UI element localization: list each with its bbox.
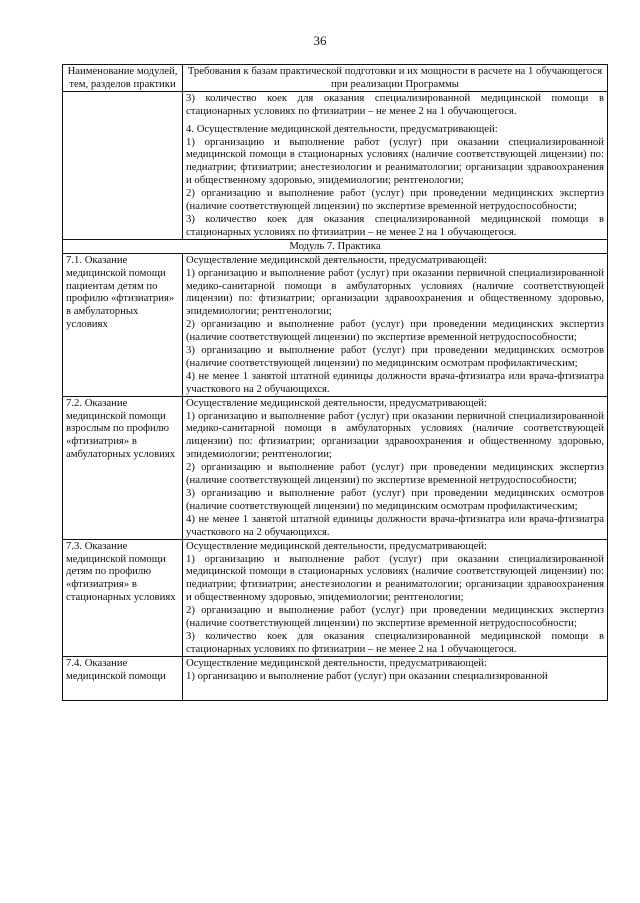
header-requirements: Требования к базам практической подготовки и их мощности в расчете на 1 обучающегося при реализации Программы	[183, 65, 608, 92]
requirement-paragraph: 3) количество коек для оказания специализированной медицинской помощи в стационарных условиях по фтизиатрии – не менее 2 на 1 обучающегося.	[186, 629, 604, 655]
requirement-paragraph: 4) не менее 1 занятой штатной единицы должности врача-фтизиатра или врача-фтизиатра участкового на 2 обучающихся.	[186, 512, 604, 538]
requirement-paragraph: 4) не менее 1 занятой штатной единицы должности врача-фтизиатра или врача-фтизиатра участкового на 2 обучающихся.	[186, 369, 604, 395]
table-row	[63, 396, 608, 539]
header-module-names: Наименование модулей, тем, разделов практики	[63, 65, 183, 92]
requirements-clip	[186, 657, 604, 687]
practice-requirements-cell	[183, 656, 608, 700]
module-title-row	[63, 239, 608, 253]
requirement-paragraph: 2) организацию и выполнение работ (услуг) при проведении медицинских экспертиз (наличие соответствующей лицензии) по экспертизе временной нетрудоспособности;	[186, 318, 604, 344]
requirement-paragraph: 2) организацию и выполнение работ (услуг) при проведении медицинских экспертиз (наличие соответствующей лицензии) по экспертизе временной нетрудоспособности;	[186, 461, 604, 487]
requirement-paragraph: 3) организацию и выполнение работ (услуг) при проведении медицинских осмотров (наличие соответствующей лицензии) по медицинским осмотрам профилактическим;	[186, 344, 604, 369]
requirement-paragraph: 2) организацию и выполнение работ (услуг) при проведении медицинских экспертиз (наличие соответствующей лицензии) по экспертизе временной нетрудоспособности;	[186, 187, 604, 213]
module-title: Модуль 7. Практика	[63, 239, 608, 253]
practice-name-cell: 7.1. Оказание медицинской помощи пациентам детям по профилю «фтизиатрия» в амбулаторных условиях	[63, 253, 183, 396]
table-row-continued	[63, 91, 608, 239]
page-number: 36	[313, 33, 327, 48]
requirement-paragraph: Осуществление медицинской деятельности, предусматривающей:	[186, 396, 487, 409]
requirement-paragraph: 3) организацию и выполнение работ (услуг) при проведении медицинских осмотров (наличие соответствующей лицензии) по медицинским осмотрам профилактическим;	[186, 487, 604, 512]
practice-requirements-cell	[183, 253, 608, 396]
table-row	[63, 656, 608, 700]
continued-requirements-cell	[183, 91, 608, 239]
table-header-row	[63, 65, 608, 92]
table-row	[63, 253, 608, 396]
practice-requirements-cell	[183, 396, 608, 539]
practice-name-cell: 7.2. Оказание медицинской помощи взрослым по профилю «фтизиатрия» в амбулаторных условиях	[63, 396, 183, 539]
requirement-paragraph: 4. Осуществление медицинской деятельности, предусматривающей:	[186, 122, 498, 135]
requirement-paragraph: 3) количество коек для оказания специализированной медицинской помощи в стационарных условиях по фтизиатрии – не менее 2 на 1 обучающегося.	[186, 212, 604, 238]
requirement-paragraph: 1) организацию и выполнение работ (услуг) при оказании специализированной медицинской помощи в стационарных условиях (наличие соответствующей лицензии) по: педиатрии; фтизиатрии; анестезиологии и реаниматологии; организации здравоохранения и общественному здоровью, эпидемиологии; рентгенологии;	[186, 135, 604, 187]
requirement-paragraph: 1) организацию и выполнение работ (услуг) при оказании первичной специализированной медико-санитарной помощи в амбулаторных условиях (наличие соответствующей лицензии) по: фтизиатрии; организации здравоохранения и общественному здоровью, эпидемиологии; рентгенологии;	[186, 409, 604, 461]
requirement-paragraph: 3) количество коек для оказания специализированной медицинской помощи в стационарных условиях по фтизиатрии – не менее 2 на 1 обучающегося.	[186, 91, 604, 117]
practice-name-cell	[63, 656, 183, 700]
practice-requirements-cell	[183, 539, 608, 656]
requirement-paragraph: Осуществление медицинской деятельности, предусматривающей:	[186, 253, 487, 266]
requirement-paragraph: 1) организацию и выполнение работ (услуг) при оказании специализированной медицинской помощи в стационарных условиях (наличие соответствующей лицензии) по: педиатрии; фтизиатрии; анестезиологии и реаниматологии; организации здравоохранения и общественному здоровью, эпидемиологии; рентгенологии;	[186, 552, 604, 604]
requirement-paragraph: 1) организацию и выполнение работ (услуг) при оказании первичной специализированной медико-санитарной помощи в амбулаторных условиях (наличие соответствующей лицензии) по: фтизиатрии; организации здравоохранения и общественному здоровью, эпидемиологии; рентгенологии;	[186, 266, 604, 318]
requirement-paragraph: Осуществление медицинской деятельности, предусматривающей:	[186, 656, 487, 669]
requirement-paragraph: Осуществление медицинской деятельности, предусматривающей:	[186, 539, 487, 552]
practice-name-text: 7.4. Оказание медицинской помощи	[66, 656, 166, 682]
requirements-table	[62, 64, 608, 701]
table-row	[63, 539, 608, 656]
practice-name-cell: 7.3. Оказание медицинской помощи детям по профилю «фтизиатрия» в стационарных условиях	[63, 539, 183, 656]
requirement-paragraph: 1) организацию и выполнение работ (услуг) при оказании специализированной	[186, 669, 548, 682]
requirement-paragraph: 2) организацию и выполнение работ (услуг) при проведении медицинских экспертиз (наличие соответствующей лицензии) по экспертизе временной нетрудоспособности;	[186, 604, 604, 630]
continued-name-cell	[63, 91, 183, 239]
